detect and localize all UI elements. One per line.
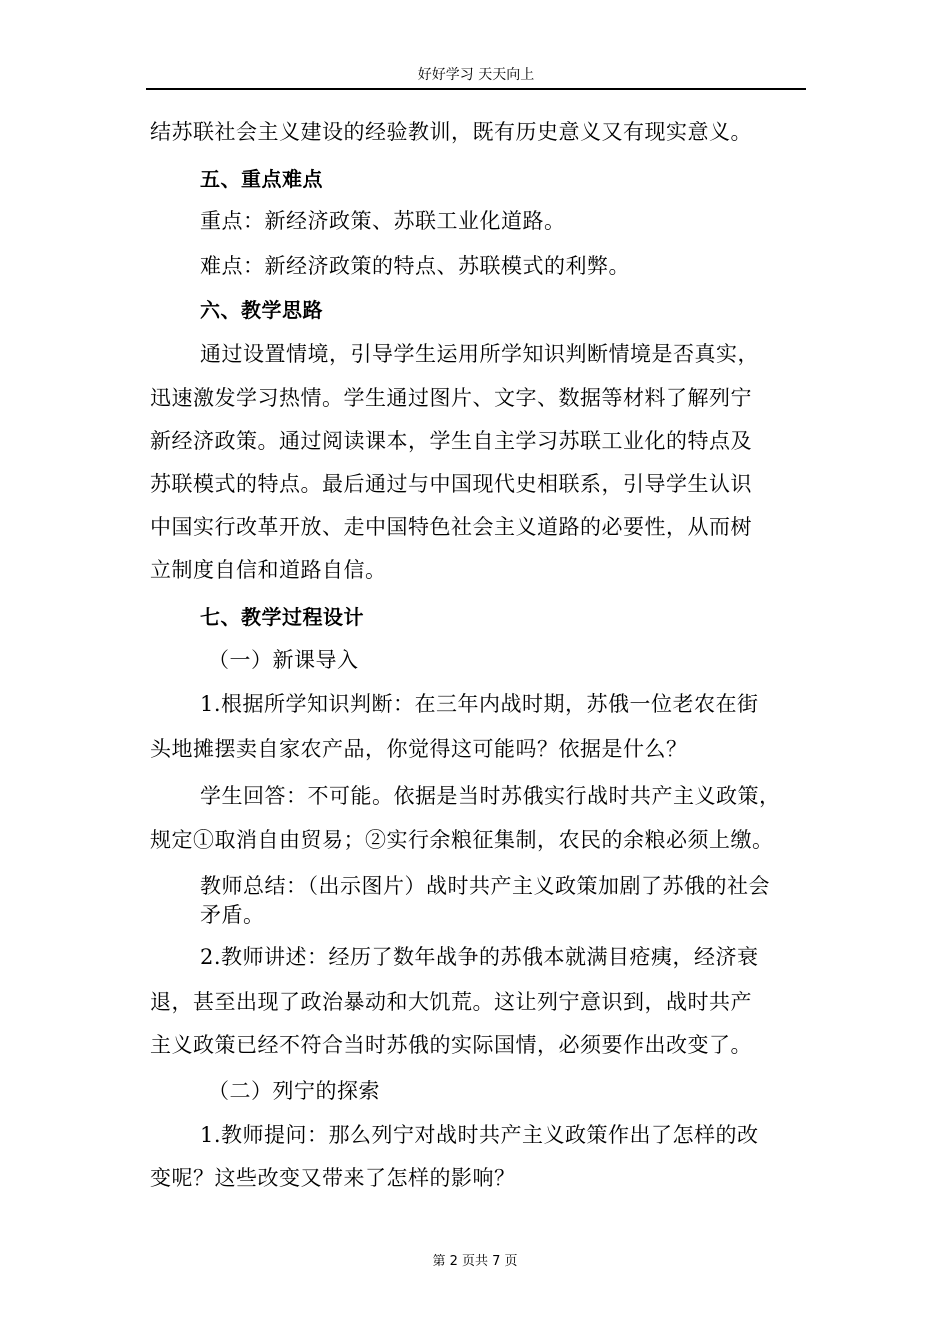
section-heading: 六、教学思路	[200, 298, 323, 322]
header-divider	[146, 88, 806, 90]
paragraph-line: 结苏联社会主义建设的经验教训，既有历史意义又有现实意义。	[150, 120, 752, 144]
paragraph-line: 规定①取消自由贸易；②实行余粮征集制，农民的余粮必须上缴。	[150, 828, 774, 852]
page-header: 好好学习 天天向上	[417, 67, 535, 83]
paragraph-line: 中国实行改革开放、走中国特色社会主义道路的必要性，从而树	[150, 515, 752, 539]
page-number: 第 2 页共 7 页	[432, 1254, 518, 1269]
paragraph-line: 退，甚至出现了政治暴动和大饥荒。这让列宁意识到，战时共产	[150, 990, 752, 1014]
paragraph-line: 教师总结：（出示图片）战时共产主义政策加剧了苏俄的社会	[200, 874, 770, 898]
paragraph-line: 2.教师讲述：经历了数年战争的苏俄本就满目疮痍，经济衰	[200, 945, 759, 969]
paragraph-line: 1.根据所学知识判断：在三年内战时期，苏俄一位老农在街	[200, 692, 759, 716]
paragraph-line: 1.教师提问：那么列宁对战时共产主义政策作出了怎样的改	[200, 1123, 759, 1147]
paragraph-line: 学生回答：不可能。依据是当时苏俄实行战时共产主义政策，	[200, 784, 781, 808]
subsection-heading: （一）新课导入	[208, 648, 359, 672]
paragraph-line: 难点：新经济政策的特点、苏联模式的利弊。	[200, 254, 630, 278]
paragraph-line: 头地摊摆卖自家农产品，你觉得这可能吗？依据是什么？	[150, 737, 688, 761]
section-heading: 五、重点难点	[200, 167, 323, 191]
paragraph-line: 迅速激发学习热情。学生通过图片、文字、数据等材料了解列宁	[150, 386, 752, 410]
section-heading: 七、教学过程设计	[200, 605, 364, 629]
paragraph-line: 通过设置情境，引导学生运用所学知识判断情境是否真实，	[200, 342, 759, 366]
paragraph-line: 重点：新经济政策、苏联工业化道路。	[200, 209, 566, 233]
subsection-heading: （二）列宁的探索	[208, 1079, 380, 1103]
paragraph-line: 新经济政策。通过阅读课本，学生自主学习苏联工业化的特点及	[150, 429, 752, 453]
paragraph-line: 矛盾。	[200, 903, 265, 927]
paragraph-line: 变呢？这些改变又带来了怎样的影响？	[150, 1166, 516, 1190]
paragraph-line: 立制度自信和道路自信。	[150, 558, 387, 582]
paragraph-line: 苏联模式的特点。最后通过与中国现代史相联系，引导学生认识	[150, 472, 752, 496]
paragraph-line: 主义政策已经不符合当时苏俄的实际国情，必须要作出改变了。	[150, 1033, 752, 1057]
